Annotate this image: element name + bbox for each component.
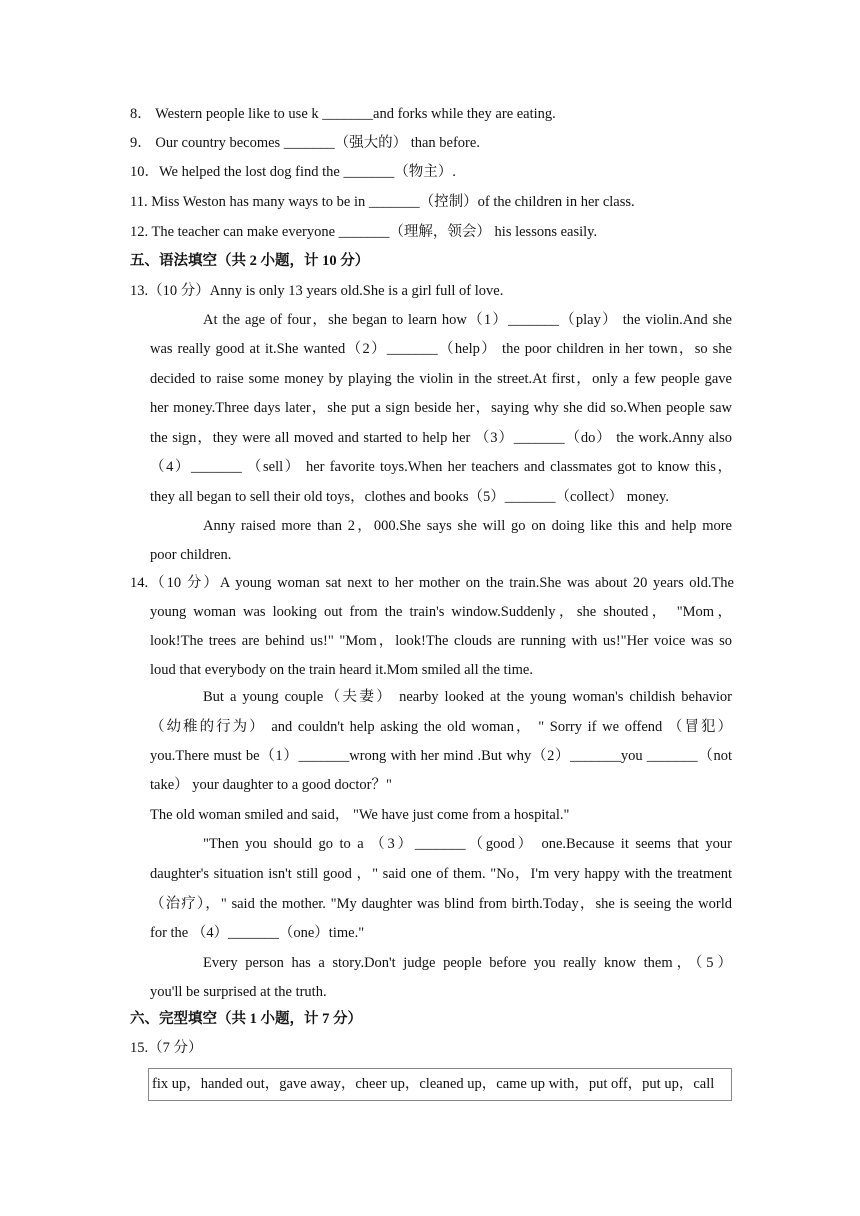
passage-13-line: At the age of four，she began to learn how（1）_______（play） the violin.And she bbox=[203, 312, 732, 328]
passage-14-line: take） your daughter to a good doctor？" bbox=[150, 777, 392, 793]
question-11: 11. Miss Weston has many ways to be in _______（控制）of the children in her class. bbox=[130, 194, 635, 210]
passage-13-line: they all began to sell their old toys，clothes and books（5）_______（collect） money. bbox=[150, 489, 669, 505]
passage-14-line: But a young couple（夫妻） nearby looked at the young woman's childish behavior bbox=[203, 689, 732, 705]
passage-13-line: was really good at it.She wanted（2）_______（help） the poor children in her town，so she bbox=[150, 341, 732, 357]
passage-14-line: young woman was looking out from the train's window.Suddenly，she shouted， "Mom， bbox=[150, 604, 732, 620]
passage-14-line: （幼稚的行为） and couldn't help asking the old woman， " Sorry if we offend （冒犯） bbox=[150, 719, 732, 735]
passage-14-line: Every person has a story.Don't judge people before you really know them，（5） bbox=[203, 955, 732, 971]
passage-14-line: "Then you should go to a （3）_______（good） one.Because it seems that your bbox=[203, 836, 732, 852]
question-14-intro: 14.（10 分）A young woman sat next to her mother on the train.She was about 20 years old.The bbox=[130, 575, 734, 591]
word-bank-text: fix up，handed out，gave away，cheer up，cleaned up，came up with，put off，put up，call bbox=[152, 1076, 715, 1092]
question-10: 10．We helped the lost dog find the _______（物主）. bbox=[130, 164, 456, 180]
passage-13-line: her money.Three days later，she put a sign beside her，saying why she did so.When people saw bbox=[150, 400, 732, 416]
question-8: 8． Western people like to use k _______and forks while they are eating. bbox=[130, 106, 556, 122]
word-bank-box bbox=[148, 1068, 732, 1101]
passage-14-line: you.There must be（1）_______wrong with her mind .But why（2）_______you _______（not bbox=[150, 748, 732, 764]
passage-14-line: loud that everybody on the train heard it.Mom smiled all the time. bbox=[150, 662, 533, 678]
passage-14-line: （治疗），" said the mother. "My daughter was blind from birth.Today，she is seeing the world bbox=[150, 896, 732, 912]
passage-13-line: （4）_______ （sell） her favorite toys.When her teachers and classmates got to know this， bbox=[150, 459, 732, 475]
section-five-heading: 五、语法填空（共 2 小题，计 10 分） bbox=[130, 253, 370, 269]
passage-14-line: look!The trees are behind us!" "Mom，look!The clouds are running with us!"Her voice was so bbox=[150, 633, 732, 649]
question-13-intro: 13.（10 分）Anny is only 13 years old.She is a girl full of love. bbox=[130, 283, 504, 299]
passage-14-line: daughter's situation isn't still good ，" said one of them. "No，I'm very happy with the treatment bbox=[150, 866, 732, 882]
passage-14-line: The old woman smiled and said， "We have just come from a hospital." bbox=[150, 807, 570, 823]
passage-13-line: poor children. bbox=[150, 547, 232, 563]
question-12: 12. The teacher can make everyone _______（理解，领会） his lessons easily. bbox=[130, 224, 598, 240]
passage-13-line: decided to raise some money by playing the violin in the street.At first，only a few people gave bbox=[150, 371, 732, 387]
passage-13-line: Anny raised more than 2，000.She says she will go on doing like this and help more bbox=[203, 518, 732, 534]
question-15-intro: 15.（7 分） bbox=[130, 1040, 203, 1056]
question-9: 9． Our country becomes _______（强大的） than before. bbox=[130, 135, 480, 151]
section-six-heading: 六、完型填空（共 1 小题，计 7 分） bbox=[130, 1011, 362, 1027]
passage-14-line: you'll be surprised at the truth. bbox=[150, 984, 327, 1000]
passage-13-line: the sign，they were all moved and started to help her （3）_______（do） the work.Anny also bbox=[150, 430, 732, 446]
passage-14-line: for the （4）_______（one）time." bbox=[150, 925, 365, 941]
